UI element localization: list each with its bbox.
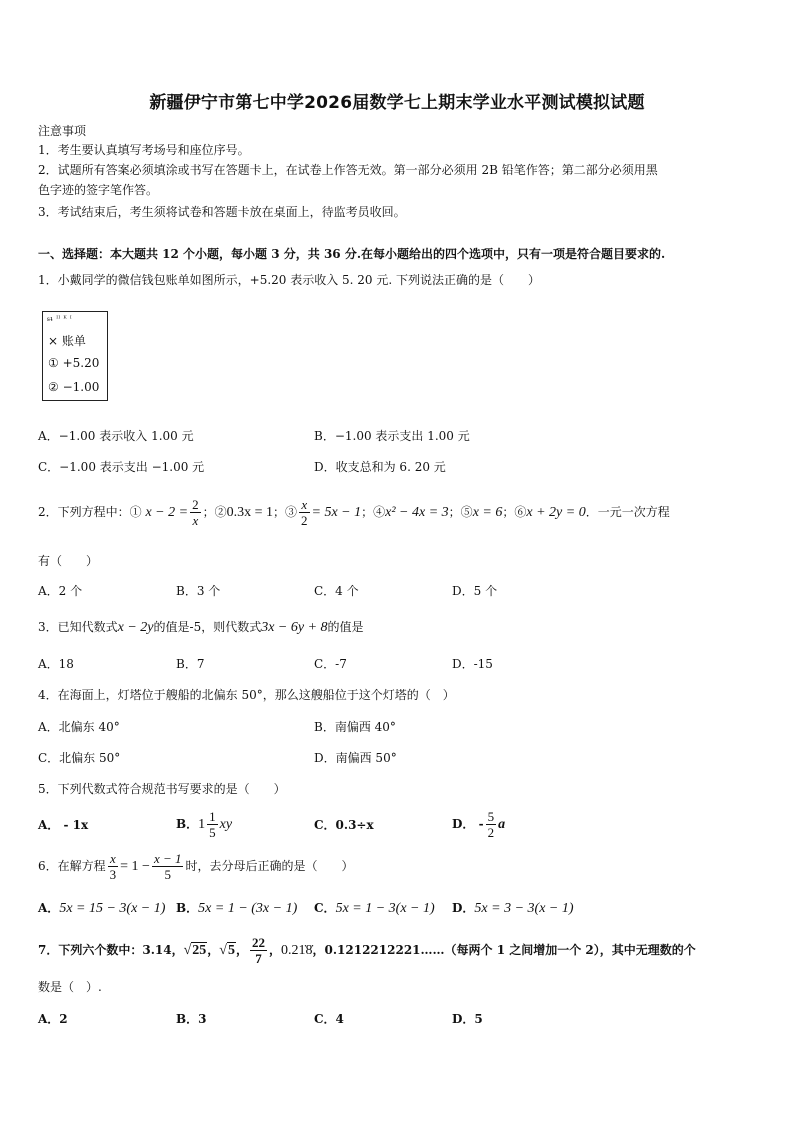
wallet-title: × 账单: [48, 334, 86, 348]
notice-item-2-cont: 色字迹的签字笔作答。: [38, 183, 159, 197]
q6-option-b-expr: 5x = 1 − (3x − 1): [198, 901, 298, 916]
q7-comma2: ，: [235, 943, 248, 957]
q3-option-c: C．-7: [314, 657, 347, 671]
q7-option-d: D．5: [452, 1012, 483, 1026]
q7-frac-num: 22: [251, 935, 265, 950]
q6-option-c-label: C．: [314, 901, 336, 915]
q2-eq3-num: x: [299, 498, 310, 513]
notice-item-2: 2．试题所有答案必须填涂或书写在答题卡上，在试卷上作答无效。第一部分必须用 2B 铅笔作答；第二部分必须用黑: [38, 163, 658, 177]
q2-eq1-fraction: [190, 498, 201, 527]
q5-b-var: xy: [219, 817, 233, 832]
q2-eq1-num: 2: [192, 497, 199, 512]
q1-option-d: D．收支总和为 6. 20 元: [314, 460, 446, 474]
q1-option-a: A．−1.00 表示收入 1.00 元: [38, 429, 194, 443]
q3-expr1: x − 2y: [117, 620, 154, 635]
q6-option-a: [38, 899, 165, 917]
q2-option-b: B．3 个: [176, 584, 221, 598]
q6-frac1: [108, 852, 119, 881]
q2-option-a: A．2 个: [38, 584, 83, 598]
q7-stem: [38, 930, 696, 970]
q6-pre: 6．在解方程: [38, 859, 106, 873]
q4-option-b: B．南偏西 40°: [314, 720, 396, 734]
q5-b-num: 1: [209, 809, 216, 824]
q3-tail: 的值是: [327, 620, 364, 634]
q5-option-b: [176, 804, 232, 844]
notice-item-1: 1．考生要认真填写考场号和座位序号。: [38, 143, 250, 157]
q7-repeating-decimal: 0.21̇8̇: [281, 943, 313, 958]
wallet-bill-figure: [42, 311, 108, 401]
q2-tail: ．一元一次方程: [585, 505, 670, 519]
notice-item-3: 3．考试结束后，考生须将试卷和答题卡放在桌面上，待监考员收回。: [38, 205, 406, 219]
q7-option-b: B．3: [176, 1012, 207, 1026]
q6-mid: = 1 −: [120, 859, 150, 874]
q5-b-whole: 1: [198, 817, 206, 832]
q5-d-var: a: [498, 817, 506, 832]
q4-option-d: D．南偏西 50°: [314, 751, 397, 765]
q3-expr2: 3x − 6y + 8: [261, 620, 328, 635]
q6-tail: 时，去分母后正确的是（ ）: [185, 859, 354, 873]
q2-eq6: x + 2y = 0: [526, 505, 586, 520]
notice-heading: 注意事项: [38, 124, 87, 138]
q6-option-d-expr: 5x = 3 − 3(x − 1): [474, 901, 574, 916]
q6-frac2: [152, 852, 184, 881]
q1-option-b: B．−1.00 表示支出 1.00 元: [314, 429, 470, 443]
q4-option-c: C．北偏东 50°: [38, 751, 121, 765]
q7-frac-den: 7: [255, 951, 262, 966]
q6-frac2-den: 5: [164, 867, 171, 882]
page-title: 新疆伊宁市第七中学2026届数学七上期末学业水平测试模拟试题: [149, 93, 645, 113]
q2-sep3: ；④: [361, 505, 386, 519]
q7-option-c: C．4: [314, 1012, 344, 1026]
q5-option-d: [452, 804, 505, 844]
q5-d-fraction: [486, 810, 497, 839]
q2-sep4: ；⑤: [448, 505, 473, 519]
q7-option-a: A．2: [38, 1012, 68, 1026]
q2-option-c: C．4 个: [314, 584, 359, 598]
wallet-row-2: ② −1.00: [48, 380, 100, 394]
q2-stem-cont: 有（ ）: [38, 554, 99, 568]
q5-d-num: 5: [487, 809, 495, 824]
q2-eq3-right: = 5x − 1: [311, 505, 362, 520]
q6-frac1-num: x: [108, 852, 119, 867]
q7-sqrt5-radicand: 5: [227, 943, 235, 958]
q2-eq1-den: x: [192, 513, 199, 528]
q2-eq3-den: 2: [301, 513, 308, 528]
q6-option-d-label: D．: [452, 901, 475, 915]
q7-stem-cont: 数是（ ）.: [38, 980, 102, 994]
q3-option-a: A．18: [38, 657, 74, 671]
q7-fraction: [250, 936, 267, 965]
q6-option-a-expr: 5x = 15 − 3(x − 1): [59, 901, 166, 916]
q6-option-d: [452, 899, 574, 917]
q5-option-d-label: D． -: [452, 817, 484, 831]
q4-option-a: A．北偏东 40°: [38, 720, 120, 734]
q5-option-a: A． - 1x: [38, 818, 89, 832]
q2-stem: [38, 493, 670, 531]
q2-eq2: 0.3x = 1: [226, 505, 273, 520]
q2-eq4: x² − 4x = 3: [385, 505, 449, 520]
q5-option-c: C．0.3÷x: [314, 818, 374, 832]
q7-sqrt5: √5: [219, 943, 235, 958]
q2-eq3-fraction: [299, 498, 310, 527]
wallet-row-1: ① +5.20: [48, 356, 100, 370]
q7-sqrt25-radicand: 25: [192, 943, 207, 958]
signal-status-icon: ᵴᵼ ᴵᴵ ᴷ ᴵ: [47, 315, 73, 323]
q2-option-d: D．5 个: [452, 584, 498, 598]
section-heading: 一、选择题：本大题共 12 个小题，每小题 3 分，共 36 分.在每小题给出的四个选项中，只有一项是符合题目要求的.: [38, 247, 666, 261]
q3-mid: 的值是-5，则代数式: [153, 620, 262, 634]
q3-stem: [38, 618, 364, 637]
q5-b-fraction: [207, 810, 218, 839]
q5-stem: 5．下列代数式符合规范书写要求的是（ ）: [38, 782, 286, 796]
q6-stem: [38, 846, 354, 886]
q3-pre: 3．已知代数式: [38, 620, 118, 634]
q6-option-a-label: A．: [38, 901, 60, 915]
q7-comma3: ，: [268, 943, 281, 957]
q2-eq1-left: x − 2 =: [145, 505, 189, 520]
q6-frac2-num: x − 1: [153, 851, 182, 866]
q3-option-d: D．-15: [452, 657, 493, 671]
q2-sep2: ；③: [273, 505, 298, 519]
q4-stem: 4．在海面上，灯塔位于艘船的北偏东 50°，那么这艘船位于这个灯塔的（ ）: [38, 688, 455, 702]
q5-option-b-label: B．: [176, 817, 199, 831]
q6-option-c: [314, 899, 435, 917]
q7-tail: ，0.1212212221……（每两个 1 之间增加一个 2），其中无理数的个: [312, 943, 696, 957]
q1-option-c: C．−1.00 表示支出 −1.00 元: [38, 460, 205, 474]
q2-number: 2．下列方程中：①: [38, 505, 142, 519]
q3-option-b: B．7: [176, 657, 205, 671]
q7-sqrt25: √25: [183, 943, 207, 958]
q2-sep1: ；②: [202, 505, 227, 519]
q2-sep5: ；⑥: [502, 505, 527, 519]
q6-option-b: [176, 899, 297, 917]
q7-pre: 7．下列六个数中：3.14，: [38, 943, 184, 957]
q7-comma1: ，: [207, 943, 220, 957]
q5-d-den: 2: [487, 825, 495, 840]
q6-option-b-label: B．: [176, 901, 199, 915]
q2-eq5: x = 6: [472, 505, 503, 520]
q1-stem: 1．小戴同学的微信钱包账单如图所示，+5.20 表示收入 5. 20 元. 下列说法正确的是（ ）: [38, 273, 541, 287]
q6-option-c-expr: 5x = 1 − 3(x − 1): [335, 901, 435, 916]
q6-frac1-den: 3: [109, 867, 117, 882]
q5-b-den: 5: [209, 825, 216, 840]
